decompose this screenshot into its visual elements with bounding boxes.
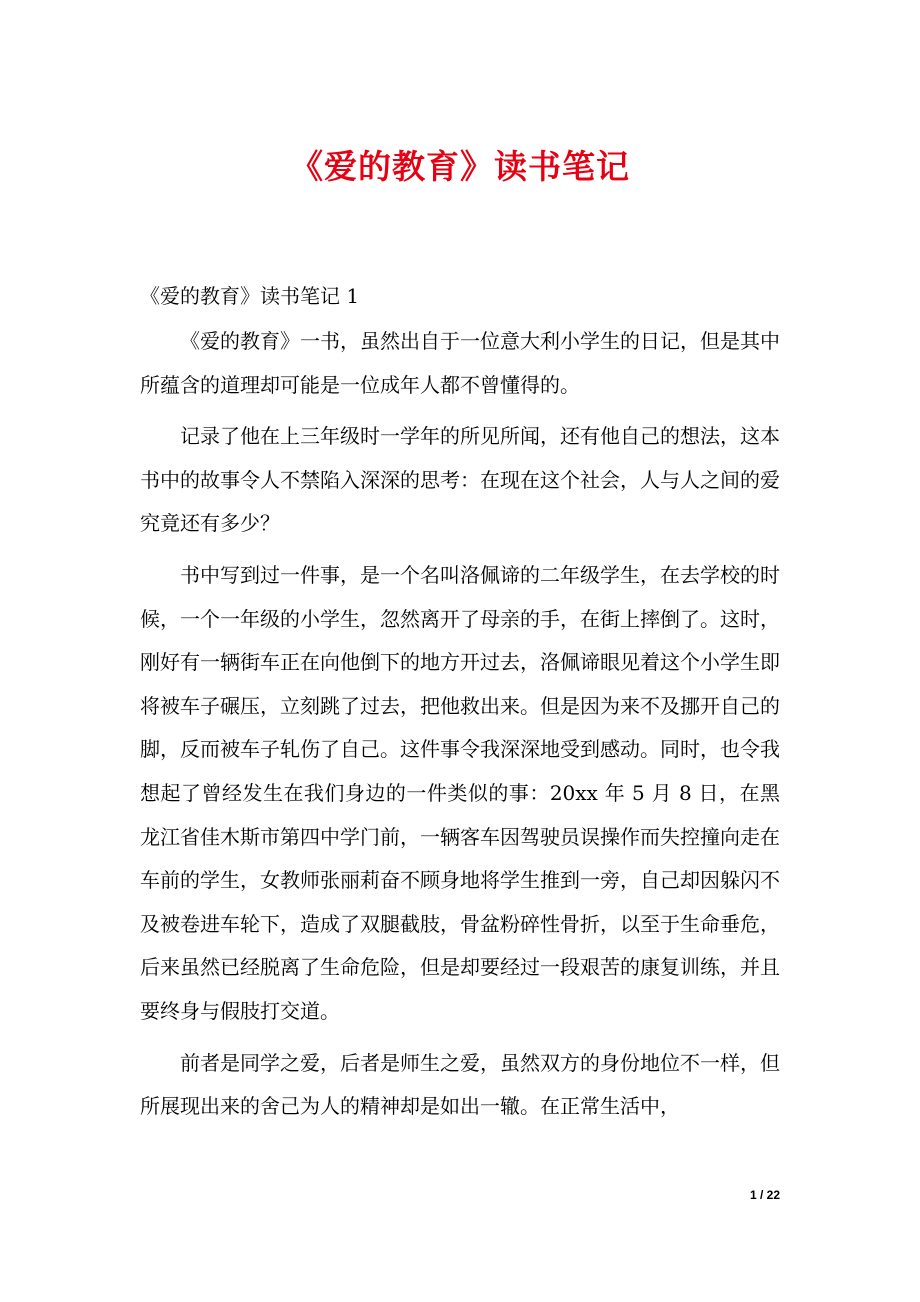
paragraph: 记录了他在上三年级时一学年的所见所闻，还有他自己的想法，这本书中的故事令人不禁陷入深深的思考：在现在这个社会，人与人之间的爱究竟还有多少？ — [140, 424, 780, 536]
document-body — [140, 320, 780, 1137]
paragraph: 前者是同学之爱，后者是师生之爱，虽然双方的身份地位不一样，但所展现出来的舍己为人的精神却是如出一辙。在正常生活中， — [140, 1050, 780, 1119]
paragraph: 《爱的教育》一书，虽然出自于一位意大利小学生的日记，但是其中所蕴含的道理却可能是一位成年人都不曾懂得的。 — [140, 329, 780, 397]
paragraph: 书中写到过一件事，是一个名叫洛佩谛的二年级学生，在去学校的时候，一个一年级的小学生，忽然离开了母亲的手，在街上摔倒了。这时，刚好有一辆街车正在向他倒下的地方开过去，洛佩谛眼见着这个小学生即将被车子碾压，立刻跳了过去，把他救出来。但是因为来不及挪开自己的脚，反而被车子轧伤了自己。这件事令我深深地受到感动。同时，也令我想起了曾经发生在我们身边的一件类似的事：20xx 年 5 月 8 日，在黑龙江省佳木斯市第四中学门前，一辆客车因驾驶员误操作而失控撞向走在车前的学生，女教师张丽莉奋不顾身地将学生推到一旁，自己却因躲闪不及被卷进车轮下，造成了双腿截肢，骨盆粉碎性骨折，以至于生命垂危，后来虽然已经脱离了生命危险，但是却要经过一段艰苦的康复训练，并且要终身与假肢打交道。 — [140, 562, 780, 1023]
section-heading: 《爱的教育》读书笔记 1 — [140, 284, 360, 308]
page-number: 1 / 22 — [749, 1188, 780, 1202]
document-title: 《爱的教育》读书笔记 — [290, 147, 630, 186]
